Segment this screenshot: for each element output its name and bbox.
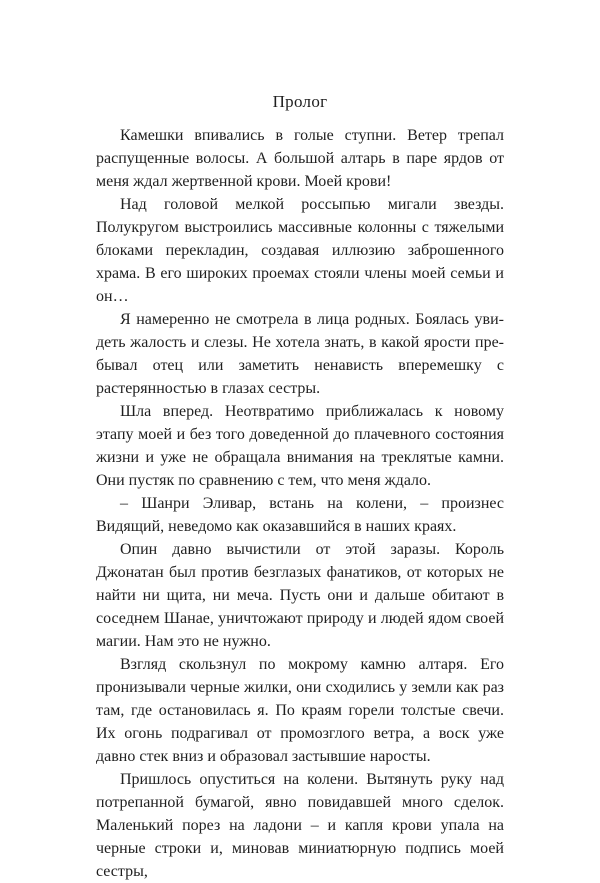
paragraph: Взгляд скользнул по мокрому камню алтаря. Его пронизывали черные жилки, они сходились у земли как раз там, где остановилась я. По краям горели толстые свечи. Их огонь подрагивал от промозглого ветра, а воск уже давно стек вниз и образовал застывшие наросты. <box>96 656 504 765</box>
chapter-title: Пролог <box>272 92 328 111</box>
chapter-text <box>96 124 504 883</box>
paragraph: – Шанри Эливар, встань на колени, – произнес Видящий, неведомо как оказавшийся в наших краях. <box>96 495 504 535</box>
paragraph: Я намеренно не смотрела в лица родных. Боялась увидеть жалость и слезы. Не хотела знать, в какой ярости пребывал отец или заметить ненависть вперемешку с растерянностью в глазах сестры. <box>96 311 504 397</box>
paragraph: Камешки впивались в голые ступни. Ветер трепал распущенные волосы. А большой алтарь в паре ярдов от меня ждал жертвенной крови. Моей крови! <box>96 127 504 190</box>
paragraph: Над головой мелкой россыпью мигали звезды. Полукругом выстроились массивные колонны с тяжелыми блоками перекладин, создавая иллюзию заброшенного храма. В его широких проемах стояли члены моей семьи и он… <box>96 196 504 305</box>
paragraph: Пришлось опуститься на колени. Вытянуть руку над потрепанной бумагой, явно повидавшей много сделок. Маленький порез на ладони – и капля крови упала на черные строки и, миновав миниатюрную подпись моей сестры, <box>96 771 504 880</box>
paragraph: Опин давно вычистили от этой заразы. Король Джонатан был против безглазых фанатиков, от которых не найти ни щита, ни меча. Пусть они и дальше обитают в соседнем Шанае, уничтожают природу и людей ядом своей магии. Нам это не нужно. <box>96 541 504 650</box>
paragraph: Шла вперед. Неотвратимо приближалась к новому этапу моей и без того доведенной до плачевного состояния жизни и уже не обращала внимания на треклятые камни. Они пустяк по сравнению с тем, что меня ждало. <box>96 403 504 489</box>
